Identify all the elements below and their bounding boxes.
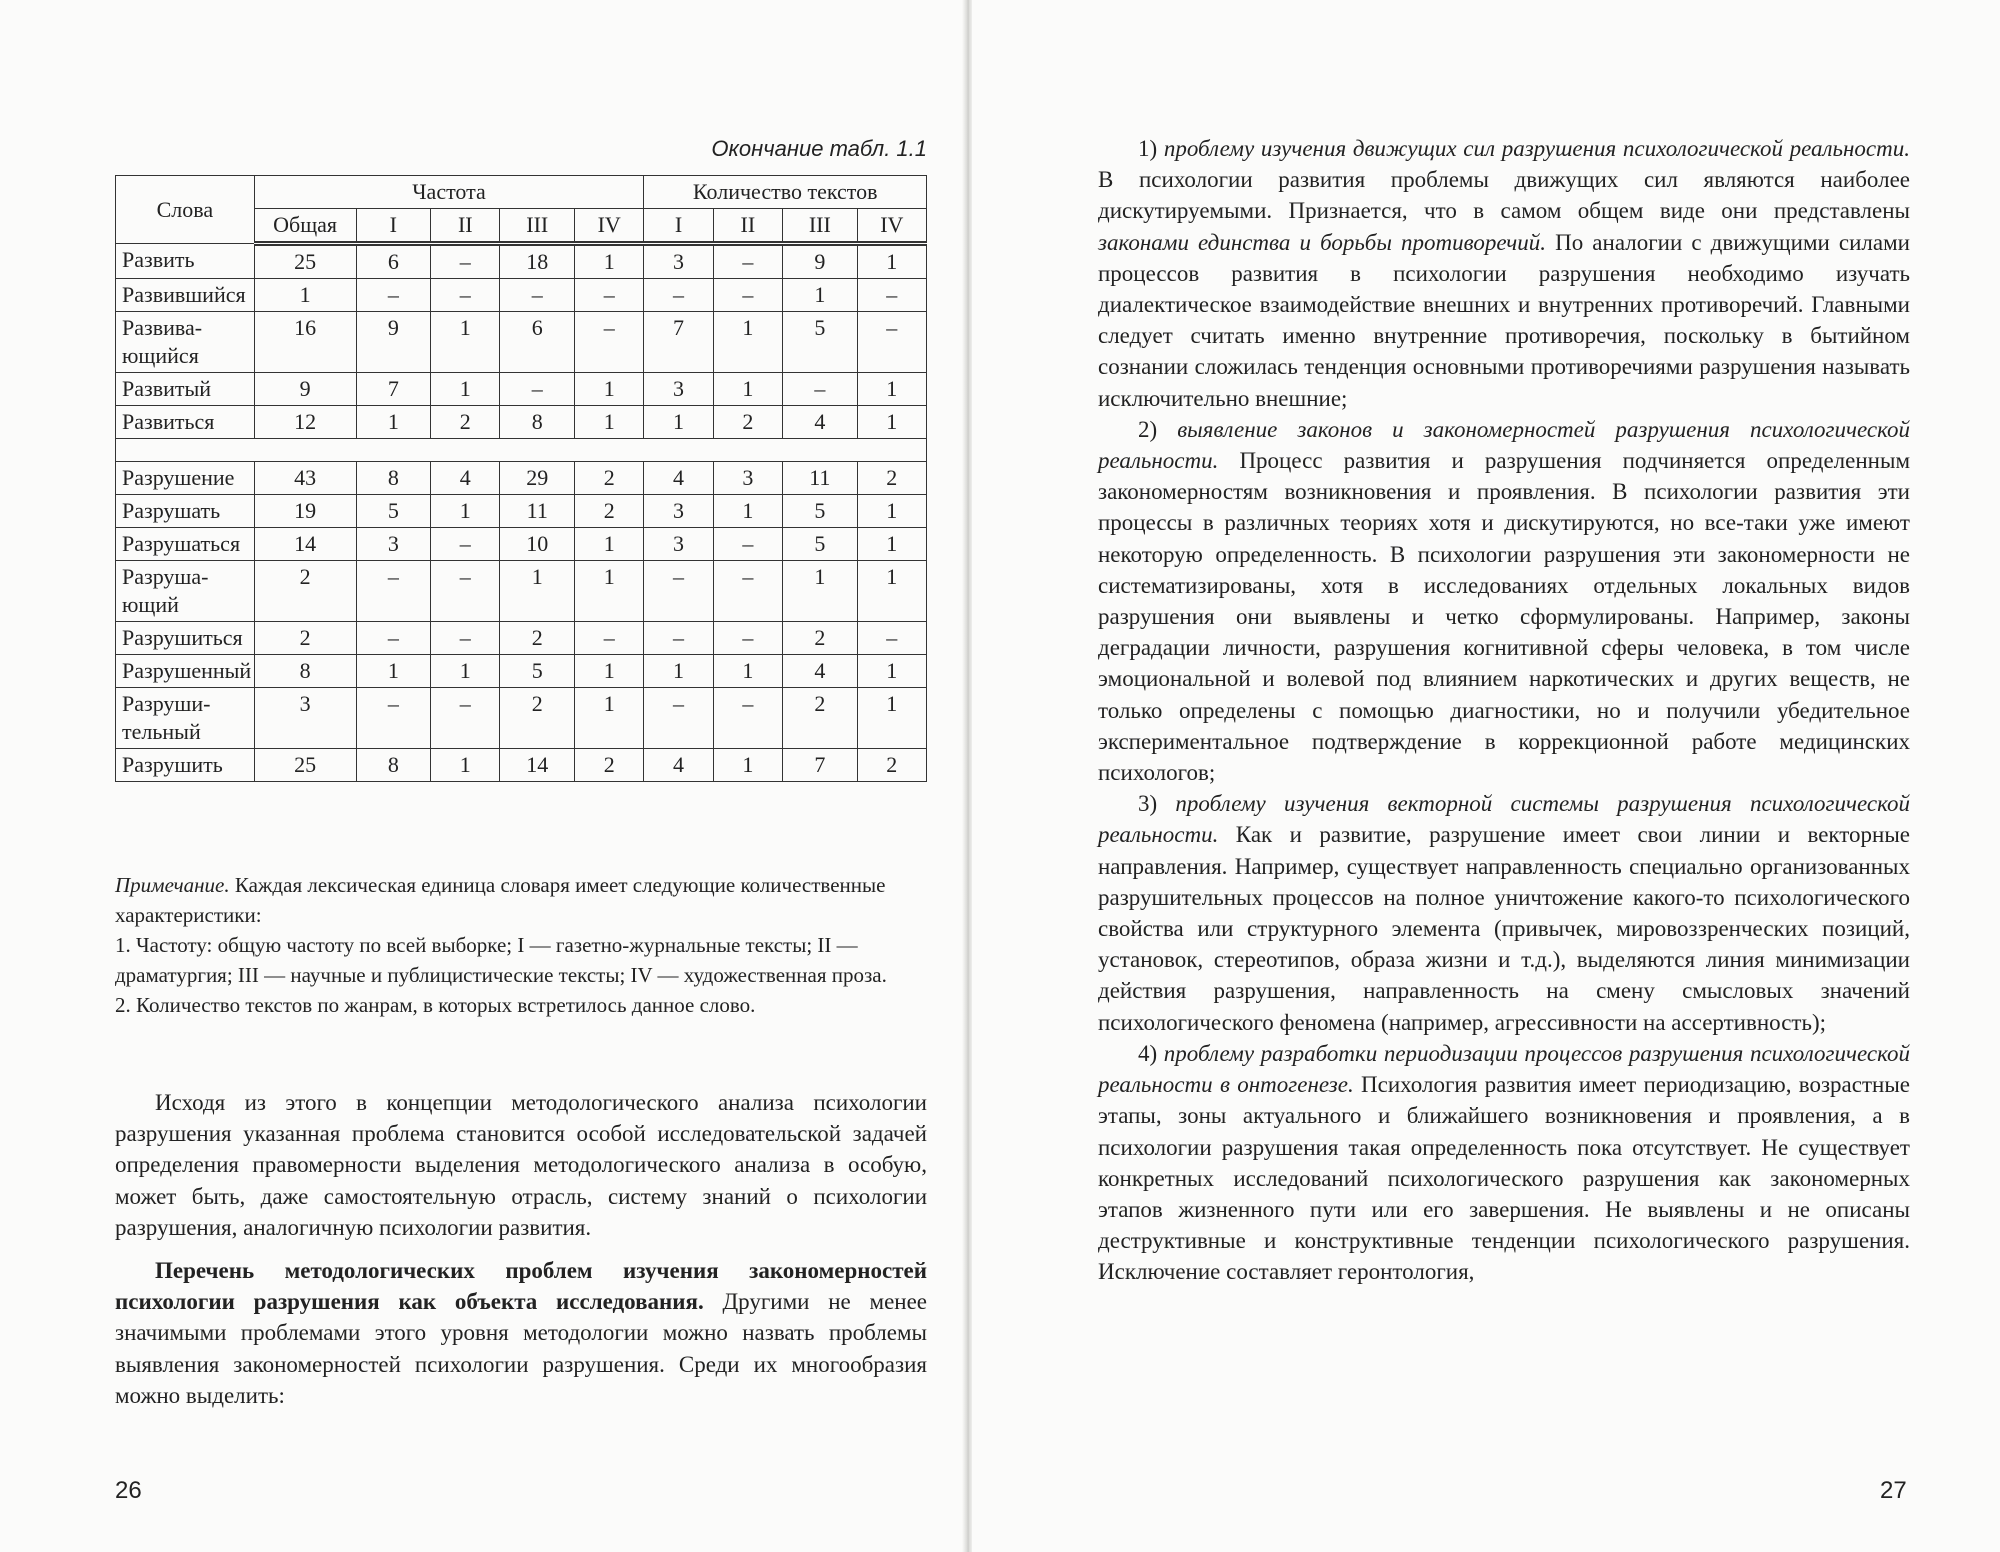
list-item bbox=[1098, 1038, 1910, 1288]
value-cell: – bbox=[431, 622, 500, 655]
value-cell: – bbox=[356, 279, 431, 312]
value-cell: 3 bbox=[644, 244, 713, 279]
word-cell: Развить bbox=[116, 244, 255, 279]
value-cell: – bbox=[431, 528, 500, 561]
value-cell: – bbox=[575, 312, 644, 373]
table-caption: Окончание табл. 1.1 bbox=[711, 136, 927, 161]
value-cell: 43 bbox=[254, 462, 356, 495]
value-cell: 2 bbox=[857, 462, 926, 495]
value-cell: – bbox=[575, 279, 644, 312]
value-cell: 6 bbox=[500, 312, 575, 373]
table-row bbox=[116, 244, 927, 279]
value-cell: 14 bbox=[254, 528, 356, 561]
word-cell: Разрушение bbox=[116, 462, 255, 495]
value-cell: 2 bbox=[713, 406, 782, 439]
page-number-left: 26 bbox=[115, 1477, 142, 1504]
value-cell: 1 bbox=[857, 244, 926, 279]
value-cell: 8 bbox=[356, 749, 431, 782]
value-cell: 2 bbox=[783, 622, 858, 655]
table-row bbox=[116, 528, 927, 561]
note-label: Примечание. bbox=[115, 873, 230, 897]
value-cell: 9 bbox=[783, 244, 858, 279]
value-cell: 16 bbox=[254, 312, 356, 373]
value-cell: 1 bbox=[431, 373, 500, 406]
subheader-cell: II bbox=[431, 209, 500, 244]
value-cell: 3 bbox=[713, 462, 782, 495]
value-cell: – bbox=[644, 622, 713, 655]
value-cell: 12 bbox=[254, 406, 356, 439]
value-cell: – bbox=[500, 373, 575, 406]
value-cell: 1 bbox=[857, 561, 926, 622]
value-cell: 7 bbox=[356, 373, 431, 406]
value-cell: 2 bbox=[857, 749, 926, 782]
value-cell: 6 bbox=[356, 244, 431, 279]
value-cell: 1 bbox=[857, 688, 926, 749]
value-cell: 1 bbox=[713, 655, 782, 688]
subheader-cell: I bbox=[644, 209, 713, 244]
list-item-text: В психологии развития проблемы движущих сил являются наиболее дискутируемыми. Признается, что в самом общем виде они представлены bbox=[1098, 167, 1910, 224]
value-cell: 7 bbox=[644, 312, 713, 373]
table-group-develop bbox=[116, 244, 927, 439]
value-cell: – bbox=[713, 279, 782, 312]
value-cell: 8 bbox=[254, 655, 356, 688]
value-cell: 2 bbox=[500, 622, 575, 655]
value-cell: – bbox=[713, 528, 782, 561]
value-cell: – bbox=[356, 688, 431, 749]
value-cell: – bbox=[431, 688, 500, 749]
value-cell: – bbox=[713, 561, 782, 622]
table-row bbox=[116, 561, 927, 622]
subheader-cell: Общая bbox=[254, 209, 356, 244]
value-cell: 1 bbox=[431, 495, 500, 528]
subheader-cell: I bbox=[356, 209, 431, 244]
paragraph-heading: Перечень методологических проблем изучения закономерностей психологии разрушения как объекта исследования. bbox=[115, 1258, 927, 1315]
value-cell: 8 bbox=[356, 462, 431, 495]
value-cell: – bbox=[713, 622, 782, 655]
table-row bbox=[116, 373, 927, 406]
value-cell: – bbox=[644, 561, 713, 622]
note-intro-text: Каждая лексическая единица словаря имеет следующие количественные характеристики: bbox=[115, 873, 886, 927]
value-cell: – bbox=[644, 688, 713, 749]
value-cell: 4 bbox=[783, 655, 858, 688]
value-cell: 8 bbox=[500, 406, 575, 439]
table-row bbox=[116, 462, 927, 495]
value-cell: 1 bbox=[356, 655, 431, 688]
value-cell: 2 bbox=[783, 688, 858, 749]
value-cell: 1 bbox=[575, 528, 644, 561]
value-cell: 1 bbox=[713, 312, 782, 373]
word-cell: Разруши- тельный bbox=[116, 688, 255, 749]
value-cell: 1 bbox=[857, 373, 926, 406]
value-cell: 1 bbox=[575, 406, 644, 439]
value-cell: 1 bbox=[500, 561, 575, 622]
value-cell: 1 bbox=[575, 688, 644, 749]
word-cell: Развиться bbox=[116, 406, 255, 439]
word-cell: Разруша- ющий bbox=[116, 561, 255, 622]
value-cell: 4 bbox=[431, 462, 500, 495]
value-cell: 9 bbox=[254, 373, 356, 406]
list-item-title: выявление законов и закономерностей разрушения психологической реальности. bbox=[1098, 416, 1910, 474]
value-cell: 3 bbox=[356, 528, 431, 561]
table-row bbox=[116, 655, 927, 688]
word-cell: Развива- ющийся bbox=[116, 312, 255, 373]
header-words: Слова bbox=[116, 176, 255, 244]
subheader-cell: IV bbox=[575, 209, 644, 244]
table-row bbox=[116, 749, 927, 782]
word-cell: Развившийся bbox=[116, 279, 255, 312]
value-cell: 1 bbox=[431, 312, 500, 373]
value-cell: – bbox=[857, 279, 926, 312]
value-cell: 1 bbox=[783, 561, 858, 622]
value-cell: 1 bbox=[575, 244, 644, 279]
subheader-cell: II bbox=[713, 209, 782, 244]
right-body-text bbox=[1098, 133, 1910, 1288]
value-cell: – bbox=[356, 561, 431, 622]
list-number: 1) bbox=[1138, 136, 1164, 161]
value-cell: 5 bbox=[356, 495, 431, 528]
value-cell: 3 bbox=[254, 688, 356, 749]
list-number: 3) bbox=[1138, 791, 1176, 817]
list-number: 2) bbox=[1138, 416, 1178, 442]
value-cell: 1 bbox=[356, 406, 431, 439]
value-cell: 2 bbox=[500, 688, 575, 749]
value-cell: 4 bbox=[644, 462, 713, 495]
value-cell: 1 bbox=[783, 279, 858, 312]
value-cell: 2 bbox=[254, 561, 356, 622]
table-note bbox=[115, 870, 927, 1020]
value-cell: 29 bbox=[500, 462, 575, 495]
left-page bbox=[0, 0, 968, 1552]
paragraph: Исходя из этого в концепции методологического анализа психологии разрушения указанная проблема становится особой исследовательской задачей определения правомерности выделения методологического анализа в особую, может быть, даже самостоятельную отрасль, систему знаний о психологии разрушения, аналогичную психологии развития. bbox=[115, 1090, 927, 1240]
list-item-emphasis: законами единства и борьбы противоречий. bbox=[1098, 229, 1546, 255]
value-cell: 25 bbox=[254, 749, 356, 782]
note-intro bbox=[115, 870, 927, 930]
value-cell: 1 bbox=[254, 279, 356, 312]
value-cell: 1 bbox=[857, 528, 926, 561]
value-cell: 18 bbox=[500, 244, 575, 279]
value-cell: 2 bbox=[431, 406, 500, 439]
table-row bbox=[116, 406, 927, 439]
value-cell: 14 bbox=[500, 749, 575, 782]
value-cell: 1 bbox=[713, 373, 782, 406]
value-cell: 10 bbox=[500, 528, 575, 561]
value-cell: 1 bbox=[857, 655, 926, 688]
value-cell: 1 bbox=[857, 406, 926, 439]
table-group-destroy bbox=[116, 462, 927, 782]
header-texts: Количество текстов bbox=[644, 176, 927, 209]
value-cell: – bbox=[431, 244, 500, 279]
value-cell: 11 bbox=[783, 462, 858, 495]
subheader-cell: III bbox=[783, 209, 858, 244]
table-row bbox=[116, 279, 927, 312]
list-item-text: Как и развитие, разрушение имеет свои линии и векторные направления. Например, существует направленность специально организованных разрушительных процессов на полное уничтожение какого-то психологического свойства или структурного элемента (привычек, мировоззренческих позиций, установок, стереотипов, образа жизни и т.д.), выделяются линия минимизации действия разрушения, направленность на смену смысловых значений психологического феномена (например, агрессивности на ассертивность); bbox=[1098, 822, 1910, 1035]
word-cell: Разрушиться bbox=[116, 622, 255, 655]
word-cell: Разрушаться bbox=[116, 528, 255, 561]
table-row bbox=[116, 495, 927, 528]
value-cell: 1 bbox=[713, 495, 782, 528]
value-cell: – bbox=[431, 279, 500, 312]
subheader-cell: III bbox=[500, 209, 575, 244]
list-item-text: Процесс развития и разрушения подчиняется определенным закономерностям возникновения и проявления. В психологии развития эти процессы в различных теориях хотя и дискутируются, но все-таки уже имеют некоторую определенность. В психологии разрушения эти закономерности не систематизированы, хотя в исследованиях отдельных локальных видов разрушения они выявлены и четко сформулированы. Например, законы деградации личности, разрушения когнитивной сферы человека, в том числе эмоциональной и волевой под влиянием наркотических и других веществ, не только определены с помощью диагностики, но и получили убедительное экспериментальное подтверждение в коррекционной работе медицинских психологов; bbox=[1098, 448, 1910, 786]
word-cell: Разрушенный bbox=[116, 655, 255, 688]
value-cell: – bbox=[431, 561, 500, 622]
paragraph-text: Другими не менее значимыми проблемами этого уровня методологии можно назвать проблемы выявления закономерностей психологии разрушения. Среди их многообразия можно выделить: bbox=[115, 1289, 927, 1408]
value-cell: 7 bbox=[783, 749, 858, 782]
value-cell: 25 bbox=[254, 244, 356, 279]
table-header-row bbox=[116, 176, 927, 209]
value-cell: 1 bbox=[644, 406, 713, 439]
value-cell: – bbox=[783, 373, 858, 406]
value-cell: 2 bbox=[575, 495, 644, 528]
value-cell: 5 bbox=[783, 312, 858, 373]
table-row bbox=[116, 312, 927, 373]
note-item-1: 1. Частоту: общую частоту по всей выборке; I — газетно-журнальные тексты; II — драматургия; III — научные и публицистические тексты; IV — художественная проза. bbox=[115, 933, 887, 987]
value-cell: 1 bbox=[575, 655, 644, 688]
list-item-title: проблему изучения движущих сил разрушения психологической реальности. bbox=[1163, 136, 1910, 161]
word-cell: Разрушить bbox=[116, 749, 255, 782]
list-item-text: По аналогии с движущими силами процессов развития в психологии разрушения необходимо изучать диалектическое взаимодействие внешних и внутренних противоречий. Главными следует считать именно внутренние противоречия, поскольку в бытийном сознании сложилась тенденция основными противоречиями разрушения называть исключительно внешние; bbox=[1098, 229, 1910, 411]
value-cell: 4 bbox=[644, 749, 713, 782]
value-cell: 3 bbox=[644, 373, 713, 406]
value-cell: – bbox=[575, 622, 644, 655]
value-cell: 5 bbox=[783, 495, 858, 528]
table-row bbox=[116, 688, 927, 749]
word-cell: Разрушать bbox=[116, 495, 255, 528]
paragraph bbox=[115, 1255, 927, 1411]
list-item bbox=[1098, 414, 1910, 788]
value-cell: 2 bbox=[254, 622, 356, 655]
value-cell: 1 bbox=[644, 655, 713, 688]
table-row bbox=[116, 622, 927, 655]
value-cell: 1 bbox=[431, 655, 500, 688]
value-cell: – bbox=[356, 622, 431, 655]
note-item-2: 2. Количество текстов по жанрам, в которых встретилось данное слово. bbox=[115, 993, 756, 1017]
value-cell: – bbox=[644, 279, 713, 312]
list-item-title: проблему разработки периодизации процессов разрушения психологической реальности в онтогенезе. bbox=[1098, 1040, 1910, 1098]
value-cell: 5 bbox=[783, 528, 858, 561]
list-item bbox=[1098, 788, 1910, 1038]
value-cell: – bbox=[713, 244, 782, 279]
value-cell: 1 bbox=[575, 561, 644, 622]
table-separator-row bbox=[116, 439, 927, 462]
word-cell: Развитый bbox=[116, 373, 255, 406]
header-frequency: Частота bbox=[254, 176, 644, 209]
value-cell: 5 bbox=[500, 655, 575, 688]
value-cell: – bbox=[857, 312, 926, 373]
value-cell: 1 bbox=[857, 495, 926, 528]
list-number: 4) bbox=[1138, 1040, 1164, 1066]
value-cell: 3 bbox=[644, 528, 713, 561]
value-cell: – bbox=[500, 279, 575, 312]
value-cell: – bbox=[857, 622, 926, 655]
value-cell: 9 bbox=[356, 312, 431, 373]
frequency-table bbox=[115, 175, 927, 782]
list-item-text: Психология развития имеет периодизацию, возрастные этапы, зоны актуального и ближайшего возникновения и проявления, а в психологии разрушения такая определенность пока отсутствует. Не существует конкретных исследований психологического разрушения как закономерных этапов жизненного пути или его завершения. Не выявлены и не описаны деструктивные и конструктивные тенденции психологического разрушения. Исключение составляет геронтология, bbox=[1098, 1072, 1911, 1285]
value-cell: 1 bbox=[431, 749, 500, 782]
value-cell: – bbox=[713, 688, 782, 749]
value-cell: 1 bbox=[575, 373, 644, 406]
value-cell: 19 bbox=[254, 495, 356, 528]
subheader-cell: IV bbox=[857, 209, 926, 244]
value-cell: 2 bbox=[575, 749, 644, 782]
list-item-title: проблему изучения векторной системы разрушения психологической реальности. bbox=[1098, 791, 1910, 848]
value-cell: 3 bbox=[644, 495, 713, 528]
value-cell: 2 bbox=[575, 462, 644, 495]
value-cell: 1 bbox=[713, 749, 782, 782]
page-number-right: 27 bbox=[1880, 1477, 1907, 1504]
value-cell: 11 bbox=[500, 495, 575, 528]
separator-cell bbox=[116, 439, 927, 462]
value-cell: 4 bbox=[783, 406, 858, 439]
list-item bbox=[1098, 133, 1910, 414]
left-body-text bbox=[115, 1087, 927, 1411]
